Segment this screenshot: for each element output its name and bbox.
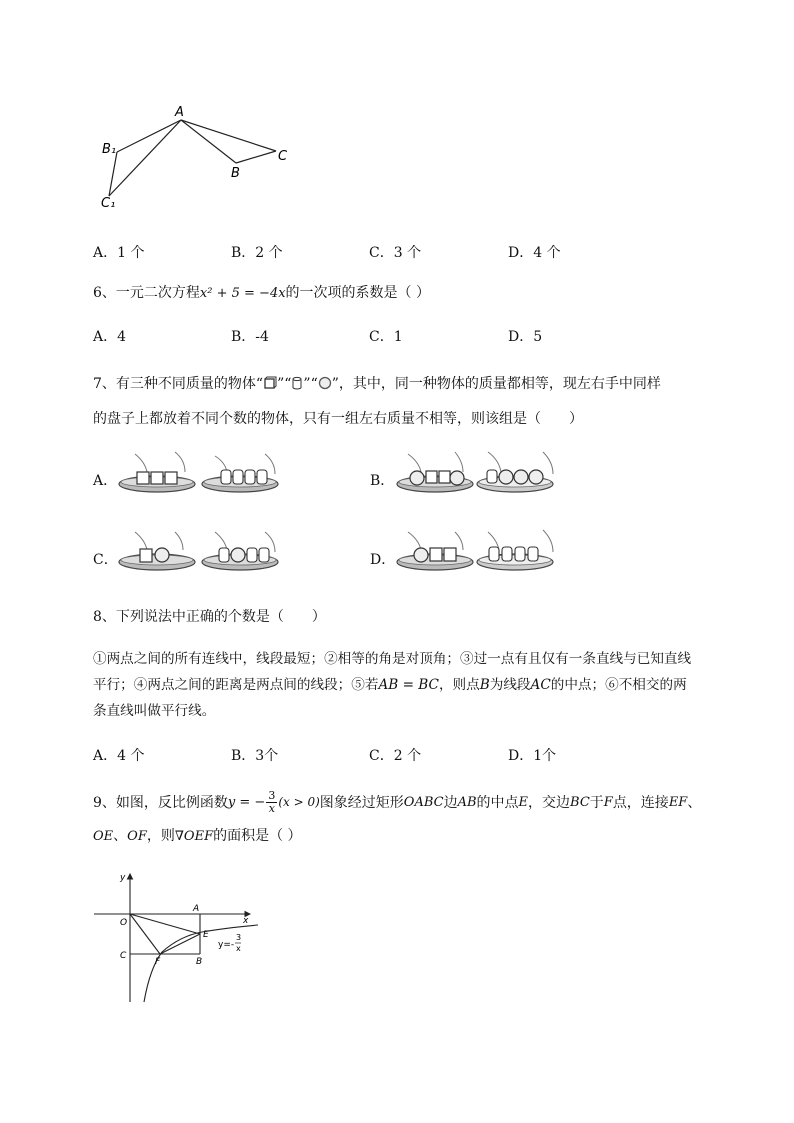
label-F: F: [155, 957, 161, 967]
q9-frac-den: x: [268, 801, 275, 815]
q9-point-e: E: [518, 794, 529, 810]
q9-cond: (x > 0): [278, 795, 320, 809]
q7-line1-q2: ”“: [303, 376, 318, 392]
q8-line1: ①两点之间的所有连线中，线段最短；②相等的角是对顶角；③过一点有且仅有一条直线与已知直线: [93, 651, 692, 667]
q8-line2-d: 的中点；⑥不相交的两: [550, 677, 687, 693]
q8-option-d: D．1个: [508, 748, 557, 764]
q7-option-a-label: A．: [93, 473, 118, 489]
cylinder-icon: [291, 376, 303, 390]
ball-icon: [318, 376, 332, 390]
q8-option-a: A．4 个: [93, 748, 145, 764]
curve-label: y=-: [218, 940, 235, 950]
curve-label-den: x: [236, 944, 241, 953]
q6-option-d: D．5: [508, 329, 543, 345]
q9-ef: EF: [668, 794, 688, 810]
q8-line2-ac: AC: [530, 677, 551, 693]
label-A: A: [175, 105, 184, 120]
q9-part4: 的中点: [476, 795, 519, 811]
label-O: O: [120, 918, 128, 928]
q6-text-before: 一元二次方程: [115, 285, 200, 301]
q9-sep: 、: [113, 828, 128, 844]
label-C: C: [278, 149, 288, 164]
q6-number: 6、: [93, 285, 116, 301]
label-E: E: [203, 930, 209, 940]
q9-fraction: [266, 790, 277, 815]
axis-y-label: y: [120, 873, 126, 883]
q7-option-d-image: [393, 528, 563, 576]
q6-text-after: 的一次项的系数是（ ）: [285, 285, 430, 301]
q7-stem-line1: [93, 374, 661, 394]
q8-line2-eq: AB = BC: [378, 677, 439, 693]
q5-figure: [95, 100, 305, 215]
q9-oe: OE: [93, 829, 114, 844]
q7-option-a-image: [115, 450, 285, 498]
q9-of: OF: [127, 829, 147, 844]
q9-stem-line1: [93, 785, 701, 819]
q5-option-a: A．1 个: [93, 245, 145, 261]
q9-frac-num: 3: [268, 788, 276, 802]
label-A: A: [193, 904, 200, 914]
q9-part5: ，交边: [528, 795, 571, 811]
q7-option-b-label: B．: [370, 473, 395, 489]
q6-stem: [93, 283, 430, 304]
q6-option-a: A．4: [93, 329, 127, 345]
q8-option-c: C．2 个: [369, 748, 422, 764]
q7-option-b-image: [393, 450, 563, 498]
q8-statements: [93, 646, 713, 724]
q6-option-c: C．1: [369, 329, 403, 345]
q9-part7: 点，连接: [612, 795, 669, 811]
q8-line3: 条直线叫做平行线。: [93, 703, 216, 719]
q8-line2-c: 为线段: [489, 677, 531, 693]
q7-line1-b: ”，其中，同一种物体的质量都相等，现左右手中同样: [331, 376, 661, 392]
q8-option-b: B．3个: [231, 748, 279, 764]
q9-figure: [90, 868, 265, 1008]
q6-option-b: B．-4: [231, 329, 269, 345]
label-B1: B₁: [102, 142, 117, 157]
q9-rect: OABC: [403, 794, 444, 810]
q9-line2-a: ，则: [146, 828, 175, 844]
q9-part2: 图象经过矩形: [319, 795, 404, 811]
q7-stem-line2: 的盘子上都放着不同个数的物体，只有一组左右质量不相等，则该组是（ ）: [93, 411, 583, 427]
q8-line2-b: ，则点: [438, 677, 480, 693]
q9-part3: 边: [443, 795, 458, 811]
cube-icon: [263, 376, 277, 390]
q9-func-y: y = −: [227, 794, 266, 810]
q7-option-c-label: C．: [93, 552, 118, 568]
label-C1: C₁: [101, 196, 116, 211]
q9-part1: 9、如图，反比例函数: [93, 795, 228, 811]
q7-option-c-image: [115, 528, 285, 576]
axis-x-label: x: [243, 916, 249, 926]
q8-line2-point-b: B: [479, 677, 490, 693]
curve-label-num: 3: [236, 933, 242, 942]
q6-equation: x² + 5 = −4x: [199, 286, 286, 301]
q7-line1-q1: ”“: [277, 376, 292, 392]
q9-stem-line2: [93, 826, 302, 847]
q8-line2: [93, 672, 713, 698]
label-C: C: [120, 951, 127, 961]
q7-line1-a: 7、有三种不同质量的物体“: [93, 376, 264, 392]
q9-part6: 于: [589, 795, 604, 811]
q5-option-b: B．2 个: [231, 245, 283, 261]
q9-side: AB: [457, 794, 477, 810]
q9-triangle: ∇OEF: [174, 829, 214, 844]
q7-option-d-label: D．: [370, 552, 396, 568]
q9-part8: 、: [687, 795, 702, 811]
q8-line2-a: 平行；④两点之间的距离是两点间的线段；⑤若: [93, 677, 379, 693]
q9-bc: BC: [570, 794, 590, 810]
q9-point-f: F: [603, 794, 613, 810]
label-B: B: [196, 957, 203, 967]
label-B: B: [231, 166, 240, 181]
q5-option-c: C．3 个: [369, 245, 422, 261]
q5-option-d: D．4 个: [508, 245, 561, 261]
q8-stem: 8、下列说法中正确的个数是（ ）: [93, 609, 326, 625]
q9-line2-b: 的面积是（ ）: [213, 828, 302, 844]
